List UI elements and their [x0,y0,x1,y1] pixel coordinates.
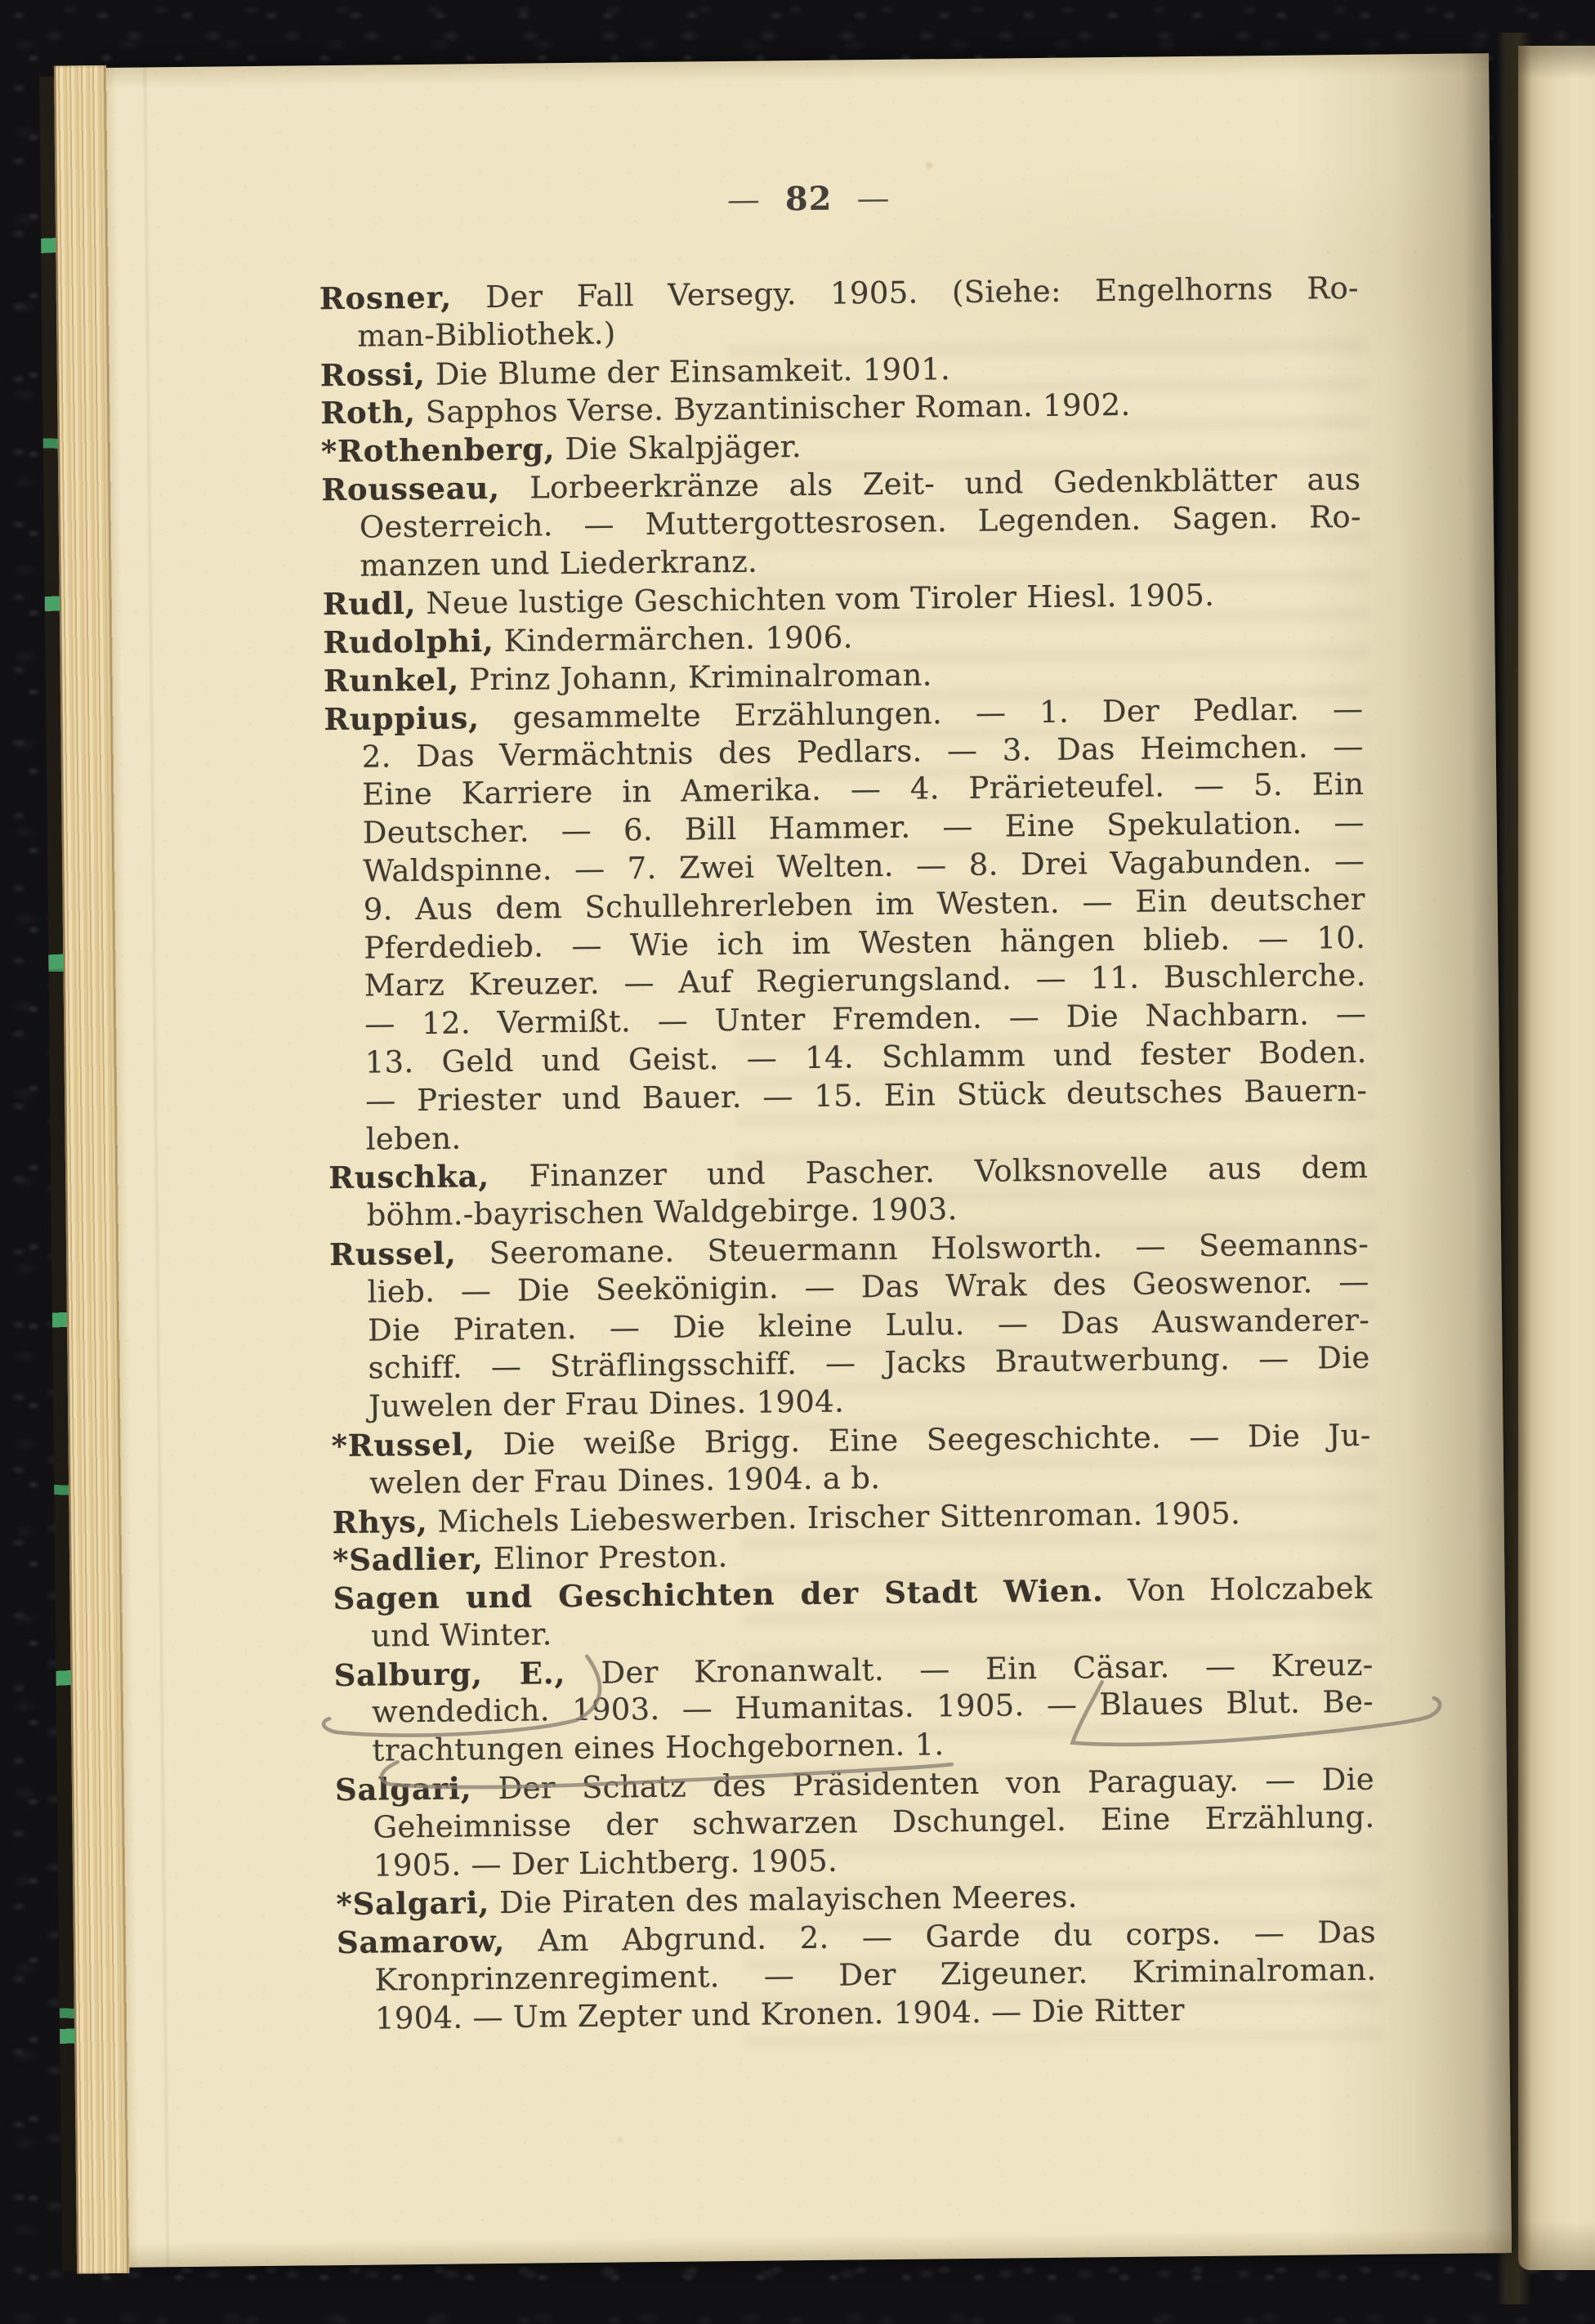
entry-line: Rudolphi, Kindermärchen. 1906. [323,619,853,661]
entry-line: man-Bibliothek.) [357,315,616,354]
entry-author: Roth, [320,394,416,431]
entry-author: Ruschka, [328,1158,490,1196]
entry-line: 2. Das Vermächtnis des Pedlars. — 3. Das Heimchen. — [361,728,1364,775]
entry-line: Eine Karriere in Amerika. — 4. Prärieteufel. — 5. Ein [362,766,1365,813]
entry-line: manzen und Liederkranz. [360,543,758,583]
entry-line: Marz Kreuzer. — Auf Regierungsland. — 11. Buschlerche. [364,958,1366,1004]
page-header [288,174,1328,224]
entry-line: Sagen und Geschichten der Stadt Wien. Von Holczabek [333,1570,1373,1617]
entry-author: Rudl, [322,585,417,623]
entry-author: Salgari, [334,1770,472,1808]
entry-line: — 12. Vermißt. — Unter Fremden. — Die Nachbarn. — [364,995,1367,1042]
entry-line: Waldspinne. — 7. Zwei Welten. — 8. Drei Vagabunden. — [363,842,1365,889]
catalog-entry [333,1645,1374,1771]
entry-line: Die Piraten. — Die kleine Lulu. — Das Auswanderer- [367,1302,1370,1348]
entry-author: Salburg, E., [333,1654,566,1693]
entry-author: Ruppius, [324,699,480,737]
entry-author: *Salgari, [336,1884,490,1923]
entry-line: Runkel, Prinz Johann, Kriminalroman. [323,657,932,699]
entry-author: Rosner, [319,279,453,317]
entry-line: Deutscher. — 6. Bill Hammer. — Eine Spekulation. — [362,805,1365,851]
entry-author: Runkel, [323,661,460,699]
entry-author: *Sadlier, [332,1540,484,1579]
entry-line: Salgari, Der Schatz des Präsidenten von Paraguay. — Die [334,1761,1375,1808]
entry-line: Geheimnisse der schwarzen Dschungel. Eine Erzählung. [373,1799,1375,1845]
entry-line: böhm.-bayrischen Waldgebirge. 1903. [366,1191,958,1233]
entry-line: *Rothenberg, Die Skalpjäger. [320,429,802,470]
entry-line: Russel, Seeromane. Steuermann Holsworth. — Seemanns- [328,1226,1369,1273]
entry-line: — Priester und Bauer. — 15. Ein Stück deutsches Bauern- [364,1072,1368,1119]
catalog-entry [331,1416,1371,1504]
entry-author: Russel, [328,1235,457,1273]
entry-line: 9. Aus dem Schullehrerleben im Westen. — Ein deutscher [363,881,1365,927]
header-dash-left: — [726,181,762,219]
catalog-entry [319,269,1360,356]
entry-author: Rousseau, [321,469,501,508]
catalog-entry [324,690,1368,1160]
entry-line: lieb. — Die Seekönigin. — Das Wrak des Geoswenor. — [367,1263,1369,1310]
entry-author: *Russel, [331,1426,476,1464]
entry-author: Rudolphi, [323,623,494,661]
text-block [319,269,1377,2039]
scanned-page [105,53,1512,2268]
entry-line: *Russel, Die weiße Brigg. Eine Seegeschichte. — Die Ju- [331,1417,1371,1464]
entry-line: trachtungen eines Hochgebornen. 1. [372,1727,945,1768]
entry-author: Samarow, [336,1923,506,1961]
entry-line: Ruppius, gesammelte Erzählungen. — 1. Der Pedlar. — [324,690,1364,737]
entry-author: *Rothenberg, [320,431,556,470]
entry-author: Sagen und Geschichten der Stadt Wien. [333,1572,1104,1617]
page-number: 82 [784,179,833,219]
entry-line: Rousseau, Lorbeerkränze als Zeit- und Gedenkblätter aus [321,461,1361,508]
entry-line: Rhys, Michels Liebeswerben. Irischer Sittenroman. 1905. [332,1495,1241,1540]
entry-line: Juwelen der Frau Dines. 1904. [368,1383,845,1424]
entry-line: 1905. — Der Lichtberg. 1905. [373,1843,838,1884]
entry-line: 13. Geld und Geist. — 14. Schlamm und fester Boden. [364,1034,1367,1080]
catalog-entry [335,1760,1375,1886]
entry-line: Rudl, Neue lustige Geschichten vom Tiroler Hiesl. 1905. [322,578,1215,623]
entry-line: Salburg, E., Der Kronanwalt. — Ein Cäsar. — Kreuz- [333,1647,1374,1693]
entry-line: welen der Frau Dines. 1904. a b. [369,1459,881,1501]
catalog-entry [328,1148,1369,1236]
entry-line: Samarow, Am Abgrund. 2. — Garde du corps. — Das [336,1915,1377,1961]
catalog-entry [337,1913,1377,2039]
entry-line: *Salgari, Die Piraten des malayischen Meeres. [336,1879,1078,1923]
entry-line: Rossi, Die Blume der Einsamkeit. 1901. [319,351,951,393]
entry-line: 1904. — Um Zepter und Kronen. 1904. — Die Ritter [374,1992,1185,2036]
entry-line: schiff. — Sträflingsschiff. — Jacks Brautwerbung. — Die [368,1340,1370,1386]
entry-author: Rossi, [319,355,426,393]
entry-author: Rhys, [332,1503,428,1540]
entry-line: Kronprinzenregiment. — Der Zigeuner. Kriminalroman. [374,1951,1377,1998]
header-dash-right: — [856,179,891,218]
entry-line: *Sadlier, Elinor Preston. [332,1539,728,1579]
entry-line: wendedich. 1903. — Humanitas. 1905. — Blaues Blut. Be- [371,1684,1374,1731]
entry-line: leben. [365,1120,462,1157]
entry-line: Ruschka, Finanzer und Pascher. Volksnovelle aus dem [328,1150,1369,1196]
catalog-entry [329,1225,1370,1427]
entry-line: Oesterreich. — Muttergottesrosen. Legenden. Sagen. Ro- [359,498,1362,545]
catalog-entry [333,1569,1373,1656]
entry-line: Roth, Sapphos Verse. Byzantinischer Roman. 1902. [320,387,1131,431]
catalog-entry [321,460,1361,586]
entry-line: Rosner, Der Fall Versegy. 1905. (Siehe: Engelhorns Ro- [319,270,1360,317]
entry-line: Pferdedieb. — Wie ich im Westen hängen blieb. — 10. [364,919,1366,966]
entry-line: und Winter. [370,1616,552,1654]
